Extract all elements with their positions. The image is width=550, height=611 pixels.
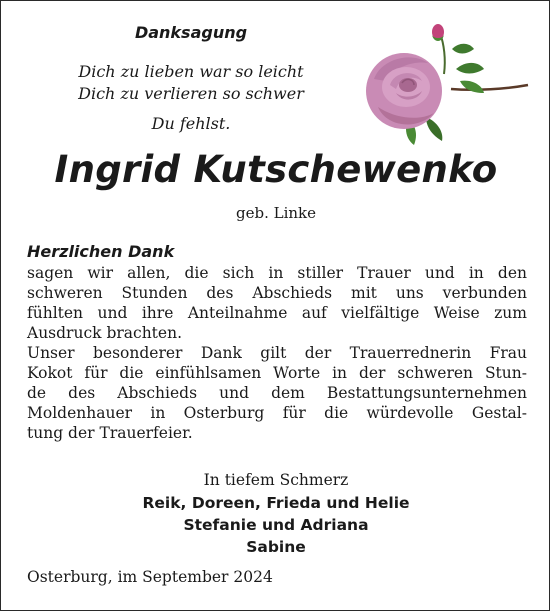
deceased-name: Ingrid Kutschewenko [54,148,498,191]
place-date: Osterburg, im September 2024 [27,568,273,586]
body-line: fühlten und ihre Anteilnahme auf vielfältige Weise zum [27,304,527,322]
maiden-name: geb. Linke [235,204,316,222]
body-line: Ausdruck brachten. [27,324,182,342]
verse-tag: Du fehlst. [151,114,231,133]
body-line: Unser besonderer Dank gilt der Trauerrednerin Frau [27,344,527,362]
body-line: Kokot für die einfühlsamen Worte in der schweren Stun- [27,364,527,382]
verse [46,61,336,105]
verse-line: Dich zu verlieren so schwer [78,84,304,103]
signoff: In tiefem Schmerz [203,471,349,489]
body-line: Moldenhauer in Osterburg für die würdevolle Gestal- [27,404,527,422]
body-line: sagen wir allen, die sich in stiller Trauer und in den [27,264,527,282]
family-line: Reik, Doreen, Frieda und Helie [142,494,410,512]
rose-flower-icon [356,19,531,149]
family-line: Sabine [246,538,306,556]
family-line: Stefanie und Adriana [183,516,369,534]
body-line: tung der Trauerfeier. [27,424,193,442]
notice-heading: Danksagung [134,23,248,42]
body-line: de des Abschieds und dem Bestattungsunternehmen [27,384,527,402]
verse-line: Dich zu lieben war so leicht [78,62,304,81]
thanks-title: Herzlichen Dank [27,242,175,261]
thanks-body [27,263,527,443]
body-line: schweren Stunden des Abschieds mit uns verbunden [27,284,527,302]
